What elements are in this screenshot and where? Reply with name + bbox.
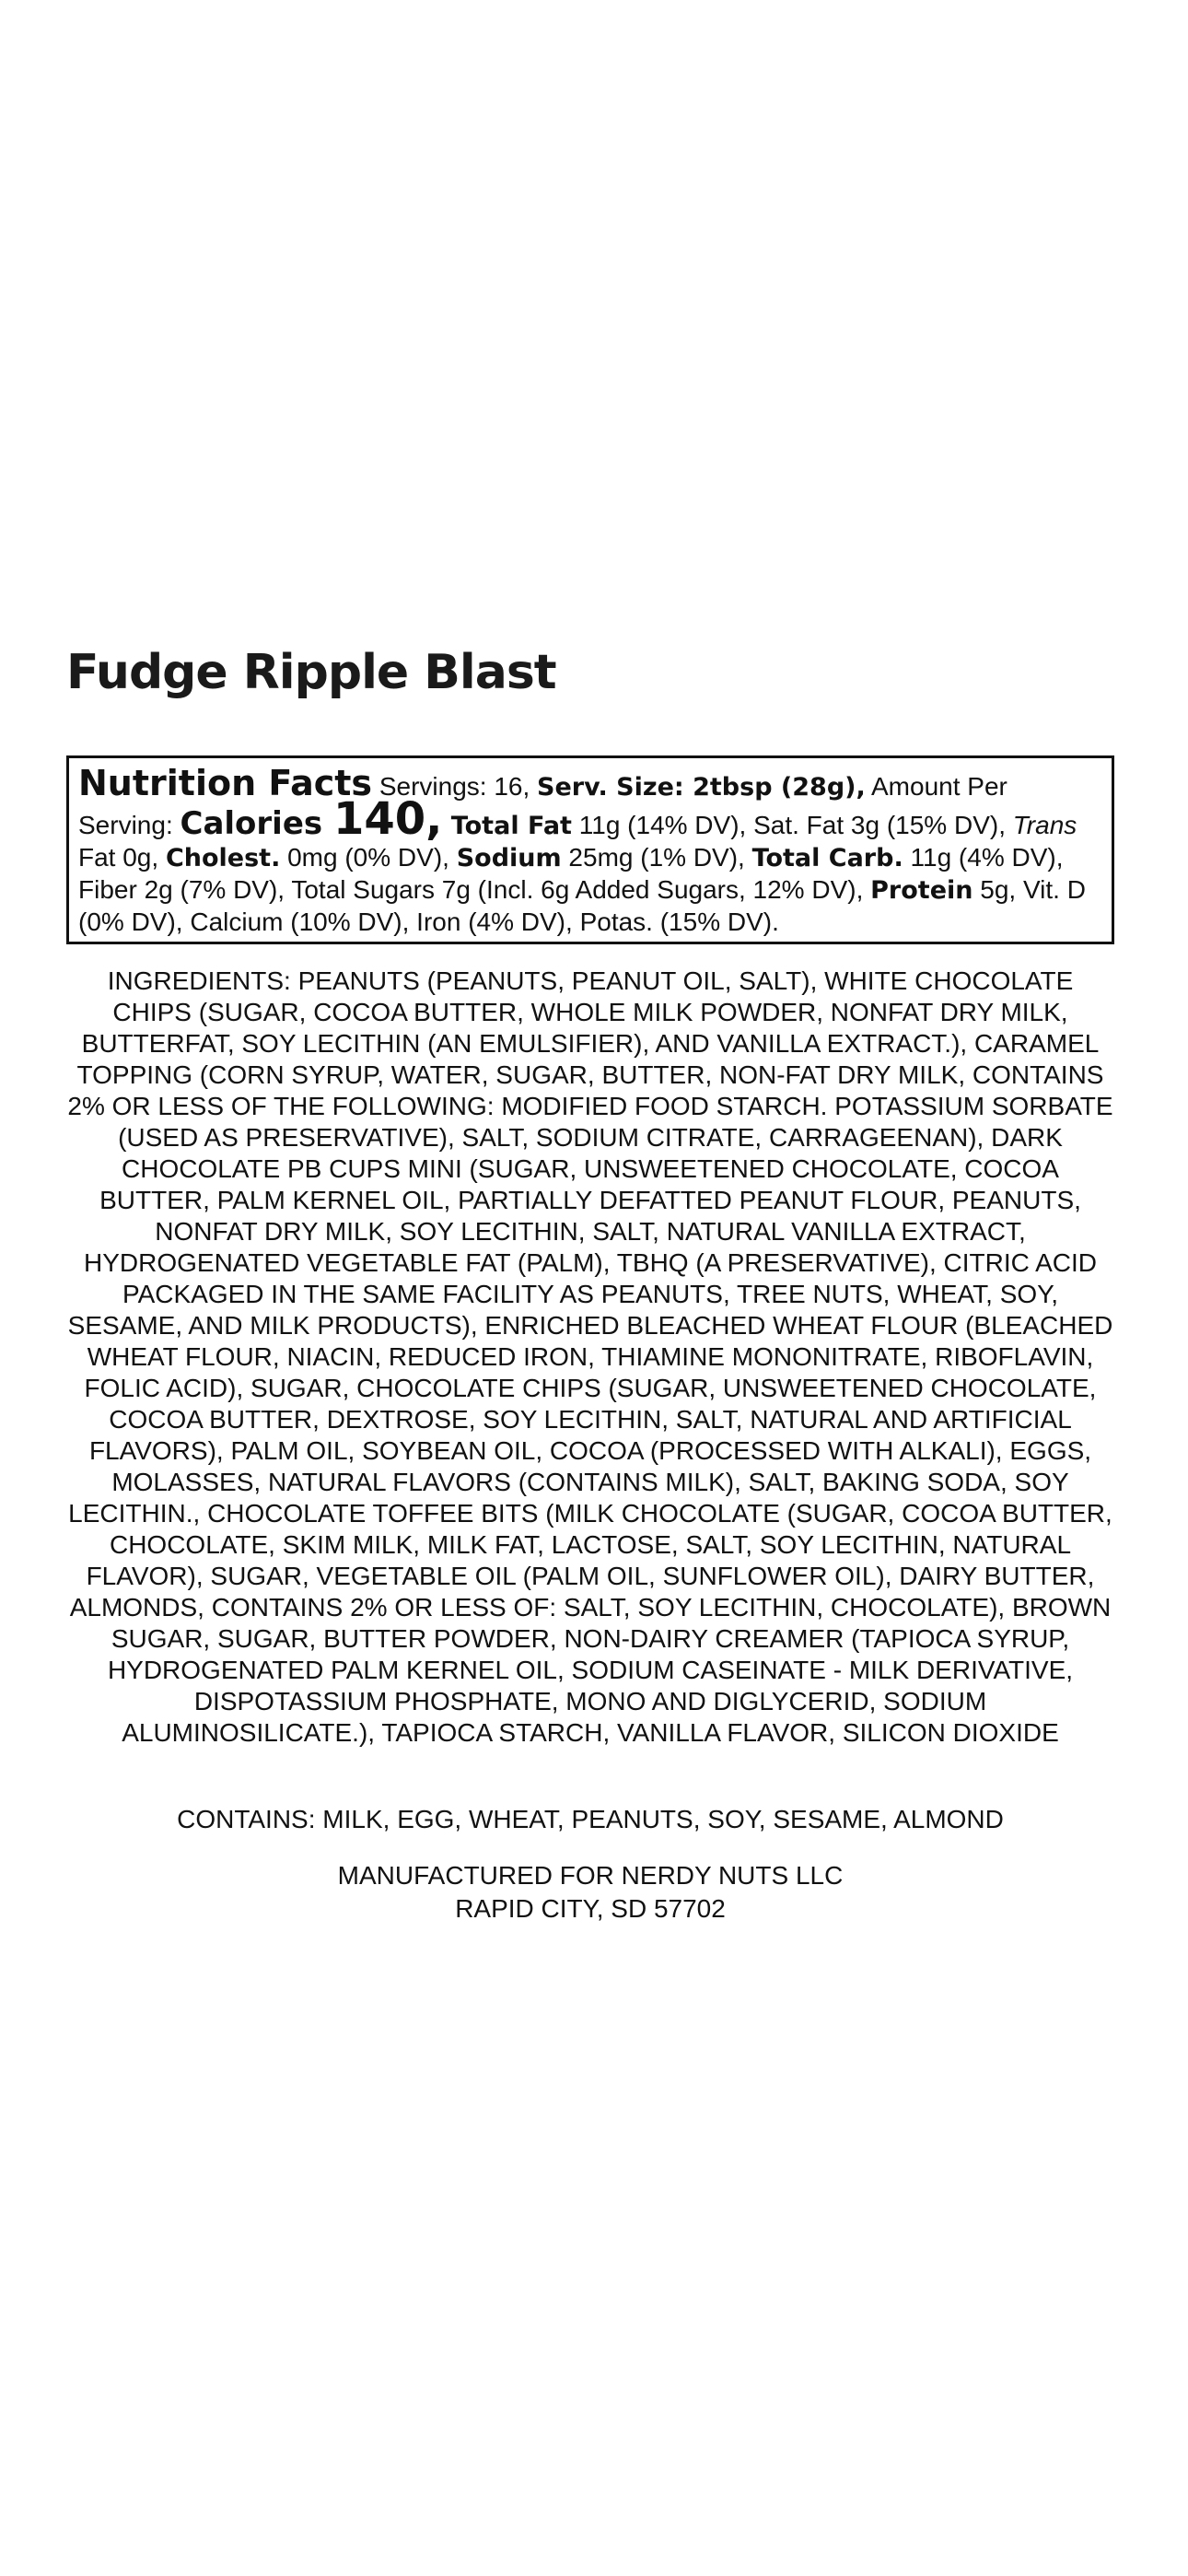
protein-value: 5g, Vit. D (0% DV), Calcium (10% DV), Iron (4% DV), Potas. (15% DV). <box>78 875 1086 936</box>
protein-label: Protein <box>870 876 973 905</box>
servings-text: Servings: 16, <box>372 772 538 801</box>
total-carb-label: Total Carb. <box>751 844 903 872</box>
trans-fat-value: Fat 0g, <box>78 843 166 872</box>
ingredients-list: INGREDIENTS: PEANUTS (PEANUTS, PEANUT OIL, SALT), WHITE CHOCOLATE CHIPS (SUGAR, COCOA BUTTER, WHOLE MILK POWDER, NONFAT DRY MILK, BUTTERFAT, SOY LECITHIN (AN EMULSIFIER), AND VANILLA EXTRACT.), CARAMEL TOPPING (CORN SYRUP, WATER, SUGAR, BUTTER, NON-FAT DRY MILK, CONTAINS 2% OR LESS OF THE FOLLOWING: MODIFIED FOOD STARCH. POTASSIUM SORBATE (USED AS PRESERVATIVE), SALT, SODIUM CITRATE, CARRAGEENAN), DARK CHOCOLATE PB CUPS MINI (SUGAR, UNSWEETENED CHOCOLATE, COCOA BUTTER, PALM KERNEL OIL, PARTIALLY DEFATTED PEANUT FLOUR, PEANUTS, NONFAT DRY MILK, SOY LECITHIN, SALT, NATURAL VANILLA EXTRACT, HYDROGENATED VEGETABLE FAT (PALM), TBHQ (A PRESERVATIVE), CITRIC ACID PACKAGED IN THE SAME FACILITY AS PEANUTS, TREE NUTS, WHEAT, SOY, SESAME, AND MILK PRODUCTS), ENRICHED BLEACHED WHEAT FLOUR (BLEACHED WHEAT FLOUR, NIACIN, REDUCED IRON, THIAMINE MONONITRATE, RIBOFLAVIN, FOLIC ACID), SUGAR, CHOCOLATE CHIPS (SUGAR, UNSWEETENED CHOCOLATE, COCOA BUTTER, DEXTROSE, SOY LECITHIN, SALT, NATURAL AND ARTIFICIAL FLAVORS), PALM OIL, SOYBEAN OIL, COCOA (PROCESSED WITH ALKALI), EGGS, MOLASSES, NATURAL FLAVORS (CONTAINS MILK), SALT, BAKING SODA, SOY LECITHIN., CHOCOLATE TOFFEE BITS (MILK CHOCOLATE (SUGAR, COCOA BUTTER, CHOCOLATE, SKIM MILK, MILK FAT, LACTOSE, SALT, SOY LECITHIN, NATURAL FLAVOR), SUGAR, VEGETABLE OIL (PALM OIL, SUNFLOWER OIL), DAIRY BUTTER, ALMONDS, CONTAINS 2% OR LESS OF: SALT, SOY LECITHIN, CHOCOLATE), BROWN SUGAR, SUGAR, BUTTER POWDER, NON-DAIRY CREAMER (TAPIOCA SYRUP, HYDROGENATED PALM KERNEL OIL, SODIUM CASEINATE - MILK DERIVATIVE, DISPOTASSIUM PHOSPHATE, MONO AND DIGLYCERID, SODIUM ALUMINOSILICATE.), TAPIOCA STARCH, VANILLA FLAVOR, SILICON DIOXIDE <box>67 966 1113 1747</box>
total-carb-value: 11g (4% DV), Fiber 2g (7% DV), Total Sugars 7g (Incl. 6g Added Sugars, 12% DV), <box>78 843 1064 904</box>
manufacturer-info <box>66 1859 1114 1926</box>
total-fat-label: Total Fat <box>442 812 572 840</box>
nutrition-facts-text <box>78 763 1102 938</box>
manufacturer-address: RAPID CITY, SD 57702 <box>455 1894 726 1923</box>
nutrition-facts-heading: Nutrition Facts <box>78 763 373 803</box>
cholesterol-value: 0mg (0% DV), <box>280 843 457 872</box>
amount-per-serving-text: Amount Per Serving: <box>78 772 1007 839</box>
nutrition-facts-panel <box>66 755 1114 944</box>
manufacturer-name: MANUFACTURED FOR NERDY NUTS LLC <box>337 1861 844 1890</box>
cholesterol-label: Cholest. <box>165 844 281 872</box>
total-fat-value: 11g (14% DV), Sat. Fat 3g (15% DV), <box>571 811 1013 839</box>
calories-value: 140, <box>332 793 443 845</box>
allergen-statement: CONTAINS: MILK, EGG, WHEAT, PEANUTS, SOY, SESAME, ALMOND <box>177 1805 1004 1833</box>
calories-label: Calories <box>180 805 333 842</box>
sodium-value: 25mg (1% DV), <box>561 843 752 872</box>
serving-size-label: Serv. Size: 2tbsp (28g), <box>537 773 866 802</box>
trans-fat-label: Trans <box>1012 811 1077 839</box>
product-title: Fudge Ripple Blast <box>66 645 556 700</box>
sodium-label: Sodium <box>456 844 562 872</box>
